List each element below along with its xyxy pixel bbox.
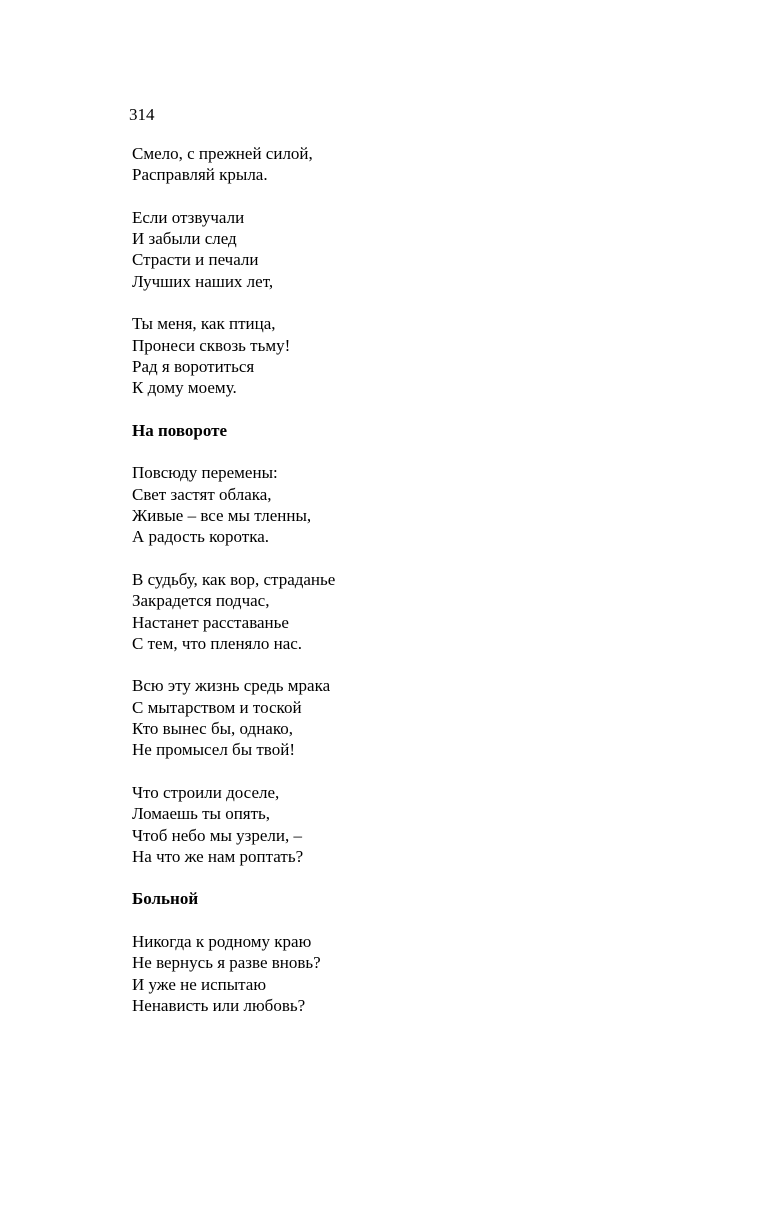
stanza-gap bbox=[132, 399, 692, 420]
stanza bbox=[132, 462, 692, 547]
verse-line: Живые – все мы тленны, bbox=[132, 506, 312, 526]
stanza-gap bbox=[132, 548, 692, 569]
verse-line: Лучших наших лет, bbox=[132, 271, 274, 291]
verse-line: Ненависть или любовь? bbox=[132, 995, 306, 1015]
verse-line: Ты меня, как птица, bbox=[132, 314, 276, 334]
verse-line: Расправляй крыла. bbox=[132, 165, 268, 185]
poem-title: Больной bbox=[132, 889, 199, 909]
verse-line: Рад я воротиться bbox=[132, 356, 255, 376]
verse-line: Если отзвучали bbox=[132, 207, 245, 227]
verse-line: И уже не испытаю bbox=[132, 974, 267, 994]
verse-line: Ломаешь ты опять, bbox=[132, 804, 271, 824]
verse-line: Закрадется подчас, bbox=[132, 591, 270, 611]
verse-line: В судьбу, как вор, страданье bbox=[132, 569, 336, 589]
poem-text-body bbox=[132, 143, 692, 1016]
verse-line: Чтоб небо мы узрели, – bbox=[132, 825, 302, 845]
verse-line: И забыли след bbox=[132, 229, 237, 249]
verse-line: С тем, что пленяло нас. bbox=[132, 633, 303, 653]
stanza bbox=[132, 143, 692, 186]
stanza bbox=[132, 675, 692, 760]
verse-line: На что же нам роптать? bbox=[132, 846, 304, 866]
verse-line: Пронеси сквозь тьму! bbox=[132, 335, 291, 355]
verse-line: Кто вынес бы, однако, bbox=[132, 719, 293, 739]
verse-line: Всю эту жизнь средь мрака bbox=[132, 676, 331, 696]
verse-line: К дому моему. bbox=[132, 378, 237, 398]
verse-line: Не вернусь я разве вновь? bbox=[132, 953, 321, 973]
stanza-gap bbox=[132, 654, 692, 675]
stanza-gap bbox=[132, 292, 692, 313]
stanza-gap bbox=[132, 910, 692, 931]
verse-line: А радость коротка. bbox=[132, 527, 270, 547]
verse-line: Настанет расставанье bbox=[132, 612, 289, 632]
stanza bbox=[132, 782, 692, 867]
stanza-gap bbox=[132, 441, 692, 462]
verse-line: Страсти и печали bbox=[132, 250, 259, 270]
verse-line: Никогда к родному краю bbox=[132, 931, 312, 951]
stanza-gap bbox=[132, 867, 692, 888]
verse-line: Повсюду перемены: bbox=[132, 463, 278, 483]
stanza bbox=[132, 207, 692, 292]
verse-line: Не промысел бы твой! bbox=[132, 740, 295, 760]
stanza bbox=[132, 569, 692, 654]
stanza bbox=[132, 313, 692, 398]
page-number: 314 bbox=[129, 105, 155, 124]
verse-line: С мытарством и тоской bbox=[132, 697, 302, 717]
verse-line: Смело, с прежней силой, bbox=[132, 144, 313, 163]
stanza-gap bbox=[132, 186, 692, 207]
verse-line: Свет застят облака, bbox=[132, 484, 272, 504]
stanza bbox=[132, 931, 692, 1016]
stanza-gap bbox=[132, 761, 692, 782]
verse-line: Что строили доселе, bbox=[132, 782, 280, 802]
poem-title: На повороте bbox=[132, 420, 228, 440]
